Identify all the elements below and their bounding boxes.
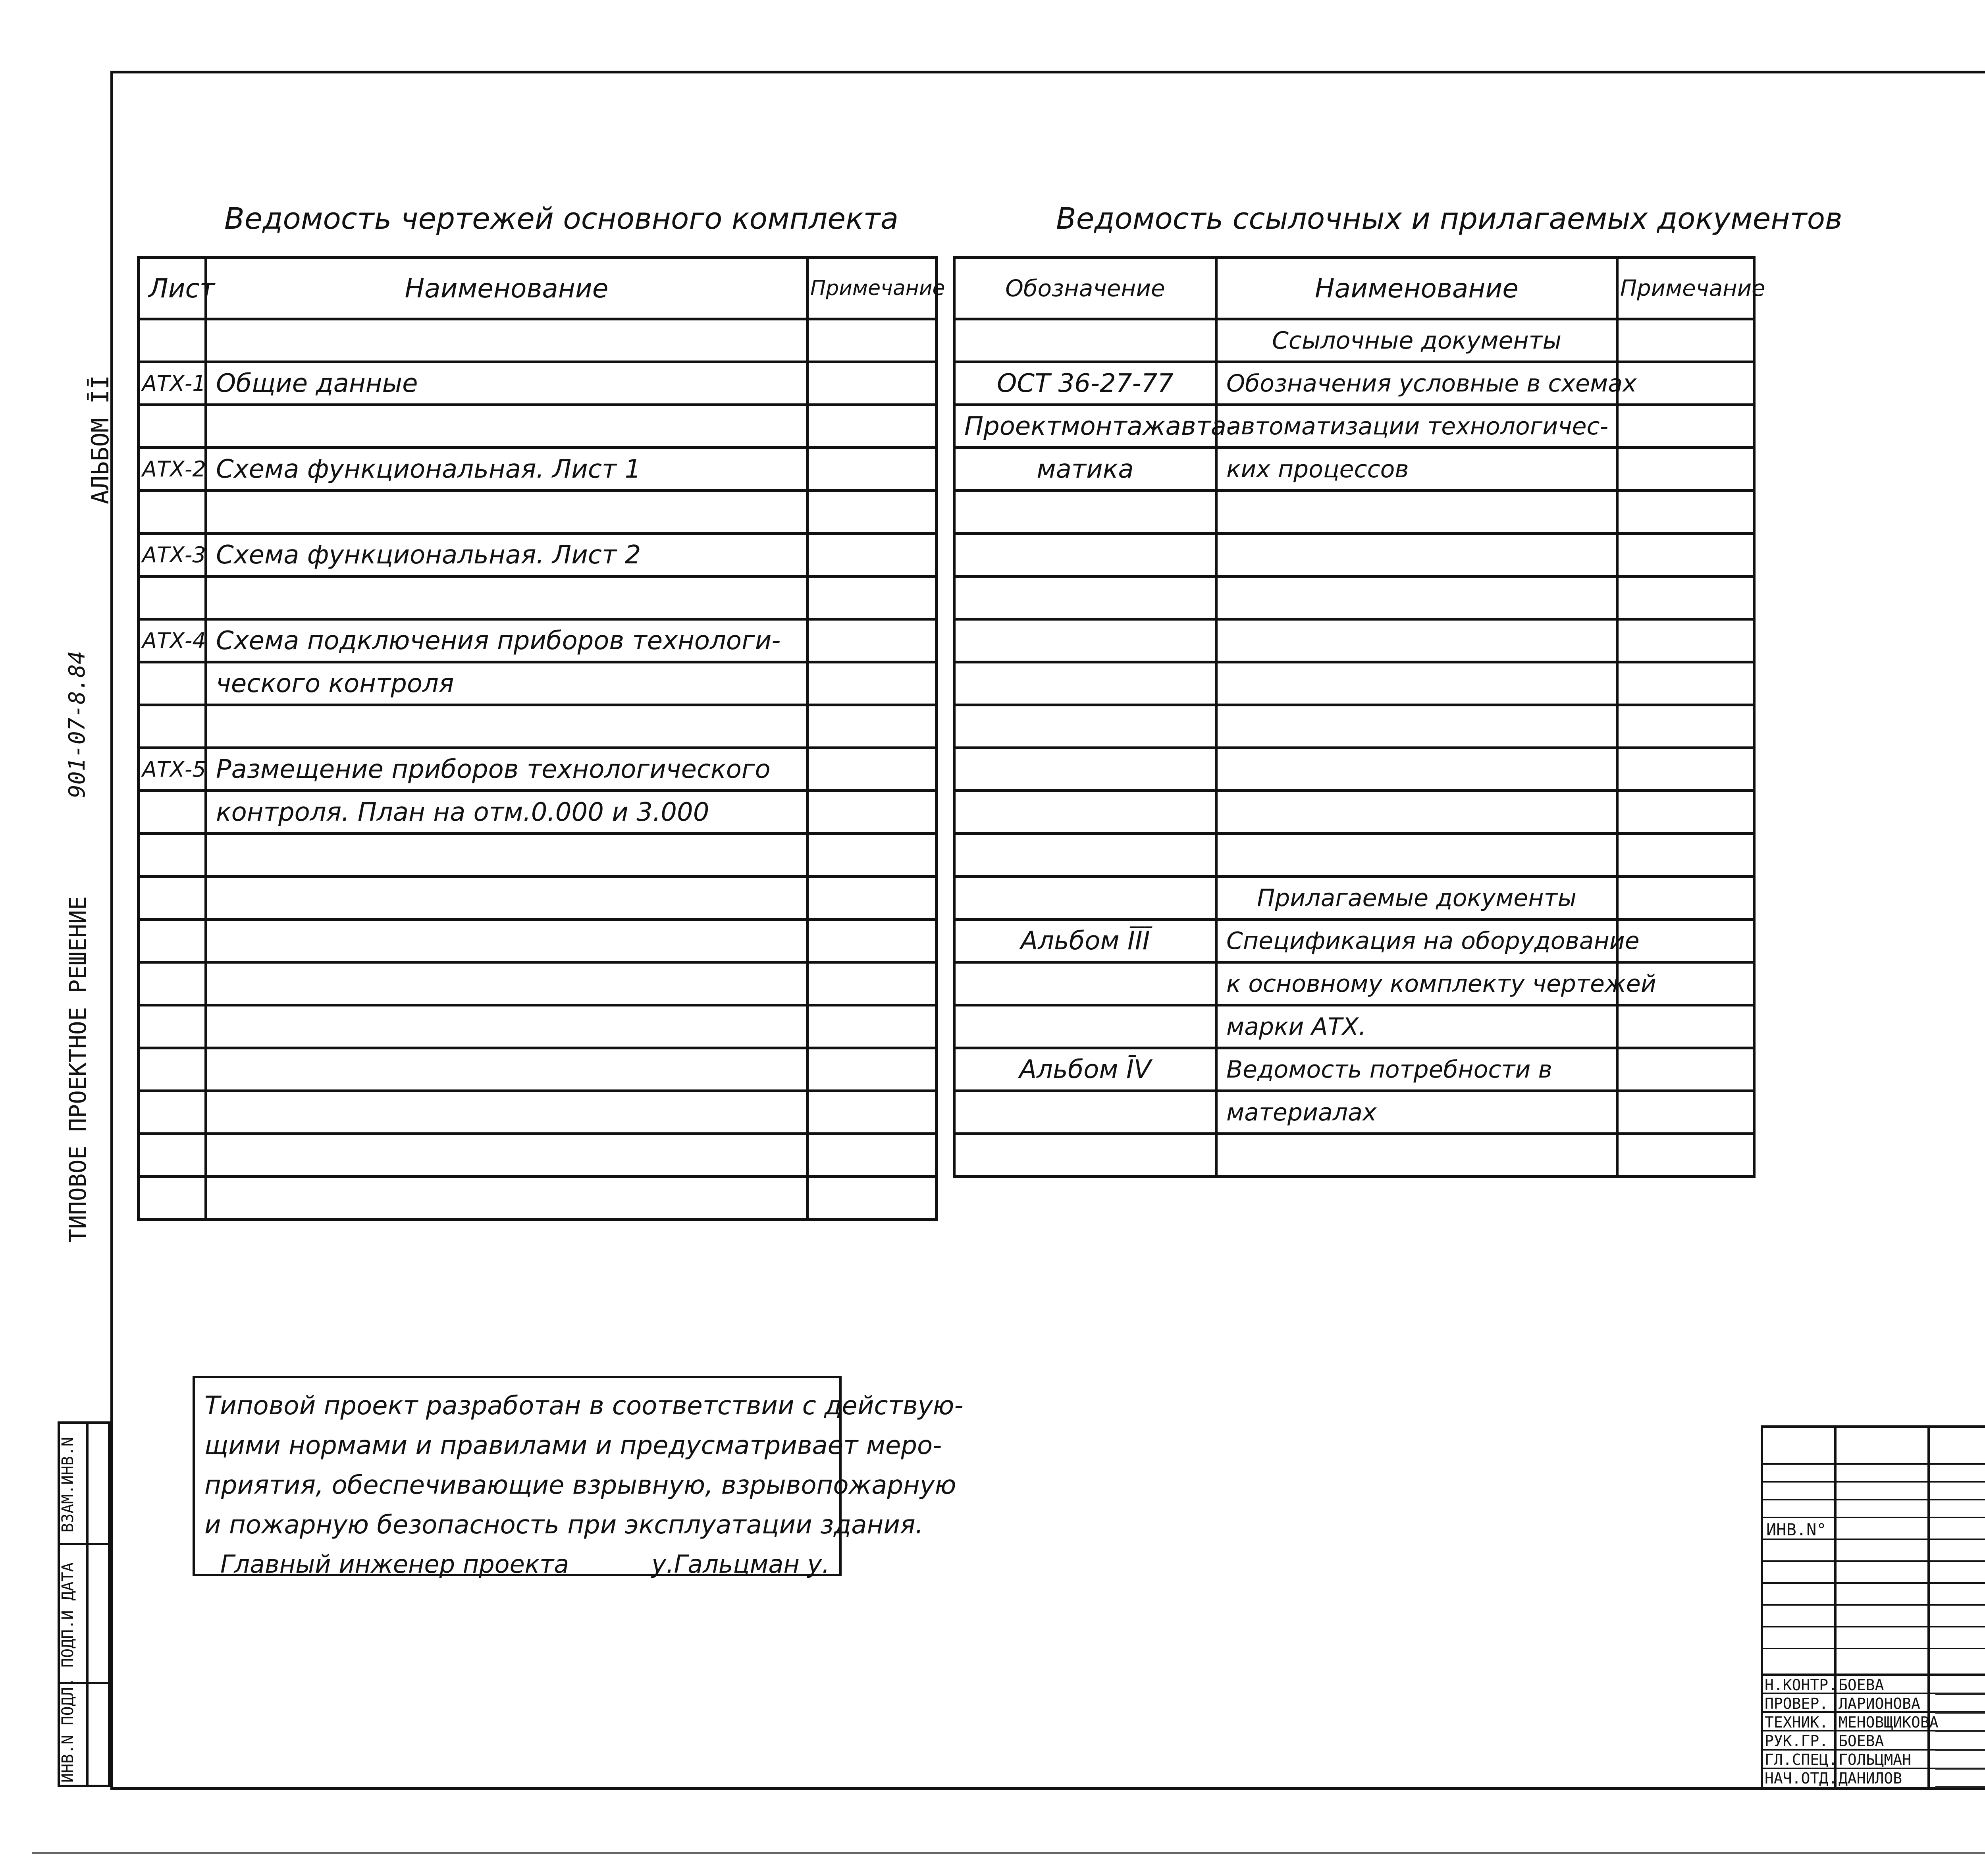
side-label-project-code: 901-07-8.84 [64, 651, 90, 798]
cell-note [1617, 662, 1754, 705]
cell-code [954, 1134, 1216, 1177]
cell-sheet [139, 1048, 206, 1091]
table-row [139, 705, 937, 748]
cell-sheet [139, 962, 206, 1005]
note-box [193, 1376, 964, 1579]
cell-name [1216, 662, 1617, 705]
column-header-note: Примечание [1617, 258, 1754, 319]
table-row [954, 405, 1754, 448]
table-row [139, 362, 937, 405]
cell-note [1617, 534, 1754, 576]
cell-code [954, 962, 1216, 1005]
role-label: НАЧ.ОТД. [1765, 1770, 1838, 1787]
table-row [139, 491, 937, 534]
cell-note [807, 877, 937, 920]
cell-note [1617, 319, 1754, 362]
cell-name: Ссылочные документы [1216, 319, 1617, 362]
table-row [954, 962, 1754, 1005]
table-row [954, 491, 1754, 534]
drawings-list-title: Ведомость чертежей основного комплекта [224, 202, 899, 236]
column-header-name: Наименование [206, 258, 807, 319]
cell-note [1617, 405, 1754, 448]
cell-note [807, 576, 937, 619]
cell-note [1617, 877, 1754, 920]
cell-sheet [139, 662, 206, 705]
table-row [954, 362, 1754, 405]
cell-note [807, 834, 937, 877]
table-row [139, 834, 937, 877]
cell-sheet [139, 491, 206, 534]
frame-left [110, 71, 113, 1790]
cell-sheet: АТХ-2 [139, 448, 206, 491]
role-label: РУК.ГР. [1765, 1732, 1829, 1750]
cell-sheet [139, 791, 206, 834]
table-row [954, 1134, 1754, 1177]
cell-name [206, 834, 807, 877]
cell-note [807, 748, 937, 791]
cell-code [954, 491, 1216, 534]
column-header-note: Примечание [807, 258, 937, 319]
role-name: МЕНОВЩИКОВА [1839, 1714, 1939, 1731]
cell-name [206, 576, 807, 619]
cell-note [807, 1048, 937, 1091]
side-label-inv-podl: ИНВ.N ПОДЛ. [59, 1677, 77, 1783]
cell-code [954, 834, 1216, 877]
signature [1935, 1752, 1985, 1770]
cell-note [807, 705, 937, 748]
table-row [139, 920, 937, 962]
signature [1935, 1677, 1985, 1695]
cell-name [1216, 1134, 1617, 1177]
ref-docs-header-row [954, 258, 1754, 319]
cell-note [1617, 576, 1754, 619]
table-row [954, 791, 1754, 834]
cell-name: Общие данные [206, 362, 807, 405]
cell-code: Проектмонтажавта- [954, 405, 1216, 448]
cell-sheet [139, 834, 206, 877]
cell-note [807, 362, 937, 405]
cell-note [1617, 1134, 1754, 1177]
cell-sheet [139, 319, 206, 362]
frame-bottom [110, 1787, 1985, 1790]
cell-code [954, 534, 1216, 576]
cell-name: автоматизации технологичес- [1216, 405, 1617, 448]
role-name: БОЕВА [1839, 1732, 1884, 1750]
table-row [954, 319, 1754, 362]
table-row [139, 405, 937, 448]
ref-docs-title: Ведомость ссылочных и прилагаемых документов [1056, 202, 1842, 236]
trim-line-bottom [32, 1852, 1985, 1854]
cell-name: материалах [1216, 1091, 1617, 1134]
cell-name [206, 1048, 807, 1091]
cell-note [1617, 791, 1754, 834]
cell-name [1216, 834, 1617, 877]
cell-note [807, 491, 937, 534]
cell-name [206, 405, 807, 448]
cell-code: Альбом ĪĪĪ [954, 920, 1216, 962]
cell-sheet [139, 920, 206, 962]
table-row [139, 1091, 937, 1134]
table-row [954, 1048, 1754, 1091]
column-header-code: Обозначение [954, 258, 1216, 319]
cell-name [206, 920, 807, 962]
cell-code: Альбом ĪV [954, 1048, 1216, 1091]
cell-note [807, 962, 937, 1005]
note-line: Типовой проект разработан в соответствии с действую- [204, 1391, 964, 1421]
table-row [139, 748, 937, 791]
role-name: ГОЛЬЦМАН [1839, 1751, 1912, 1768]
cell-name [1216, 791, 1617, 834]
cell-note [807, 791, 937, 834]
cell-code [954, 748, 1216, 791]
table-row [139, 576, 937, 619]
cell-name [206, 705, 807, 748]
cell-code [954, 662, 1216, 705]
cell-sheet [139, 576, 206, 619]
table-row [954, 705, 1754, 748]
cell-note [1617, 748, 1754, 791]
inv-no-label: ИНВ.N° [1766, 1520, 1827, 1539]
cell-note [1617, 362, 1754, 405]
table-row [139, 448, 937, 491]
cell-name [206, 877, 807, 920]
chief-engineer-label: Главный инженер проекта [220, 1550, 569, 1579]
cell-note [807, 448, 937, 491]
title-block [1761, 1425, 1985, 1787]
cell-name: марки АТХ. [1216, 1005, 1617, 1048]
cell-note [1617, 1091, 1754, 1134]
cell-note [1617, 834, 1754, 877]
cell-name [206, 319, 807, 362]
cell-name: Схема функциональная. Лист 1 [206, 448, 807, 491]
cell-code [954, 576, 1216, 619]
table-row [139, 534, 937, 576]
cell-sheet: АТХ-4 [139, 619, 206, 662]
table-row [139, 791, 937, 834]
cell-code [954, 1005, 1216, 1048]
cell-note [1617, 1005, 1754, 1048]
cell-name [206, 962, 807, 1005]
cell-name: ческого контроля [206, 662, 807, 705]
chief-engineer-name: у.Гальцман у. [651, 1550, 830, 1579]
cell-sheet [139, 1005, 206, 1048]
signature [1935, 1696, 1985, 1714]
cell-name: Ведомость потребности в [1216, 1048, 1617, 1091]
cell-sheet [139, 1134, 206, 1177]
cell-note [1617, 619, 1754, 662]
column-header-sheet: Лист [139, 258, 206, 319]
frame-top [110, 71, 1985, 73]
cell-note [807, 1134, 937, 1177]
note-line: щими нормами и правилами и предусматривает меро- [204, 1431, 942, 1460]
cell-name [1216, 748, 1617, 791]
drawings-list-table [137, 256, 945, 1221]
cell-note [1617, 491, 1754, 534]
cell-note [807, 534, 937, 576]
note-line: и пожарную безопасность при эксплуатации здания. [204, 1510, 923, 1540]
role-label: ПРОВЕР. [1765, 1695, 1829, 1712]
role-label: ГЛ.СПЕЦ. [1765, 1751, 1838, 1768]
cell-name: Размещение приборов технологического [206, 748, 807, 791]
cell-sheet: АТХ-5 [139, 748, 206, 791]
cell-note [807, 1177, 937, 1220]
cell-note [807, 662, 937, 705]
cell-name [1216, 534, 1617, 576]
cell-name: к основному комплекту чертежей [1216, 962, 1617, 1005]
cell-sheet [139, 1177, 206, 1220]
cell-note [807, 1091, 937, 1134]
side-label-podp-data: ПОДП.И ДАТА [59, 1562, 77, 1668]
signature [1935, 1733, 1985, 1751]
role-label: ТЕХНИК. [1765, 1714, 1829, 1731]
cell-code [954, 705, 1216, 748]
cell-note [1617, 1048, 1754, 1091]
cell-name: Схема функциональная. Лист 2 [206, 534, 807, 576]
cell-name [1216, 705, 1617, 748]
cell-note [807, 619, 937, 662]
table-row [954, 662, 1754, 705]
cell-name: контроля. План на отм.0.000 и 3.000 [206, 791, 807, 834]
cell-code [954, 791, 1216, 834]
cell-note [1617, 705, 1754, 748]
cell-name [206, 1091, 807, 1134]
cell-sheet [139, 705, 206, 748]
role-name: ДАНИЛОВ [1839, 1770, 1902, 1787]
table-row [954, 576, 1754, 619]
signature [1935, 1770, 1985, 1788]
cell-name [206, 1177, 807, 1220]
table-row [954, 877, 1754, 920]
cell-code [954, 1091, 1216, 1134]
table-row [139, 319, 937, 362]
ref-docs-table [953, 256, 1765, 1178]
table-row [139, 877, 937, 920]
cell-code [954, 319, 1216, 362]
side-label-inv-vzam: ВЗАМ.ИНВ.N [59, 1437, 77, 1533]
cell-name [206, 1134, 807, 1177]
cell-code: ОСТ 36-27-77 [954, 362, 1216, 405]
cell-note [807, 405, 937, 448]
cell-sheet [139, 877, 206, 920]
table-row [954, 534, 1754, 576]
cell-name [1216, 491, 1617, 534]
table-row [139, 1048, 937, 1091]
column-header-name: Наименование [1216, 258, 1617, 319]
cell-note [1617, 448, 1754, 491]
cell-note [807, 319, 937, 362]
cell-name: ких процессов [1216, 448, 1617, 491]
table-row [954, 448, 1754, 491]
table-row [954, 1005, 1754, 1048]
cell-name [1216, 619, 1617, 662]
table-row [139, 1177, 937, 1220]
cell-name [206, 1005, 807, 1048]
cell-name: Схема подключения приборов технологи- [206, 619, 807, 662]
cell-note [807, 1005, 937, 1048]
cell-sheet: АТХ-1 [139, 362, 206, 405]
cell-note [807, 920, 937, 962]
table-row [139, 962, 937, 1005]
table-row [954, 920, 1754, 962]
table-row [139, 619, 937, 662]
table-row [954, 1091, 1754, 1134]
cell-sheet [139, 405, 206, 448]
note-line: приятия, обеспечивающие взрывную, взрывопожарную [204, 1471, 956, 1500]
side-label-album: АЛЬБОМ ĪĪ [87, 375, 114, 504]
cell-name: Прилагаемые документы [1216, 877, 1617, 920]
cell-name: Спецификация на оборудование [1216, 920, 1617, 962]
signature [1935, 1714, 1985, 1732]
table-row [139, 1134, 937, 1177]
cell-sheet [139, 1091, 206, 1134]
table-row [139, 662, 937, 705]
cell-sheet: АТХ-3 [139, 534, 206, 576]
cell-code: матика [954, 448, 1216, 491]
role-name: ЛАРИОНОВА [1839, 1695, 1920, 1712]
table-row [954, 748, 1754, 791]
cell-code [954, 877, 1216, 920]
table-row [139, 1005, 937, 1048]
cell-code [954, 619, 1216, 662]
role-name: БОЕВА [1839, 1676, 1884, 1694]
cell-name [206, 491, 807, 534]
table-row [954, 834, 1754, 877]
drawings-list-header-row [139, 258, 937, 319]
table-row [954, 619, 1754, 662]
cell-name [1216, 576, 1617, 619]
role-label: Н.КОНТР. [1765, 1676, 1838, 1694]
cell-name: Обозначения условные в схемах [1216, 362, 1617, 405]
side-label-project-type: ТИПОВОЕ ПРОЕКТНОЕ РЕШЕНИЕ [64, 896, 91, 1243]
